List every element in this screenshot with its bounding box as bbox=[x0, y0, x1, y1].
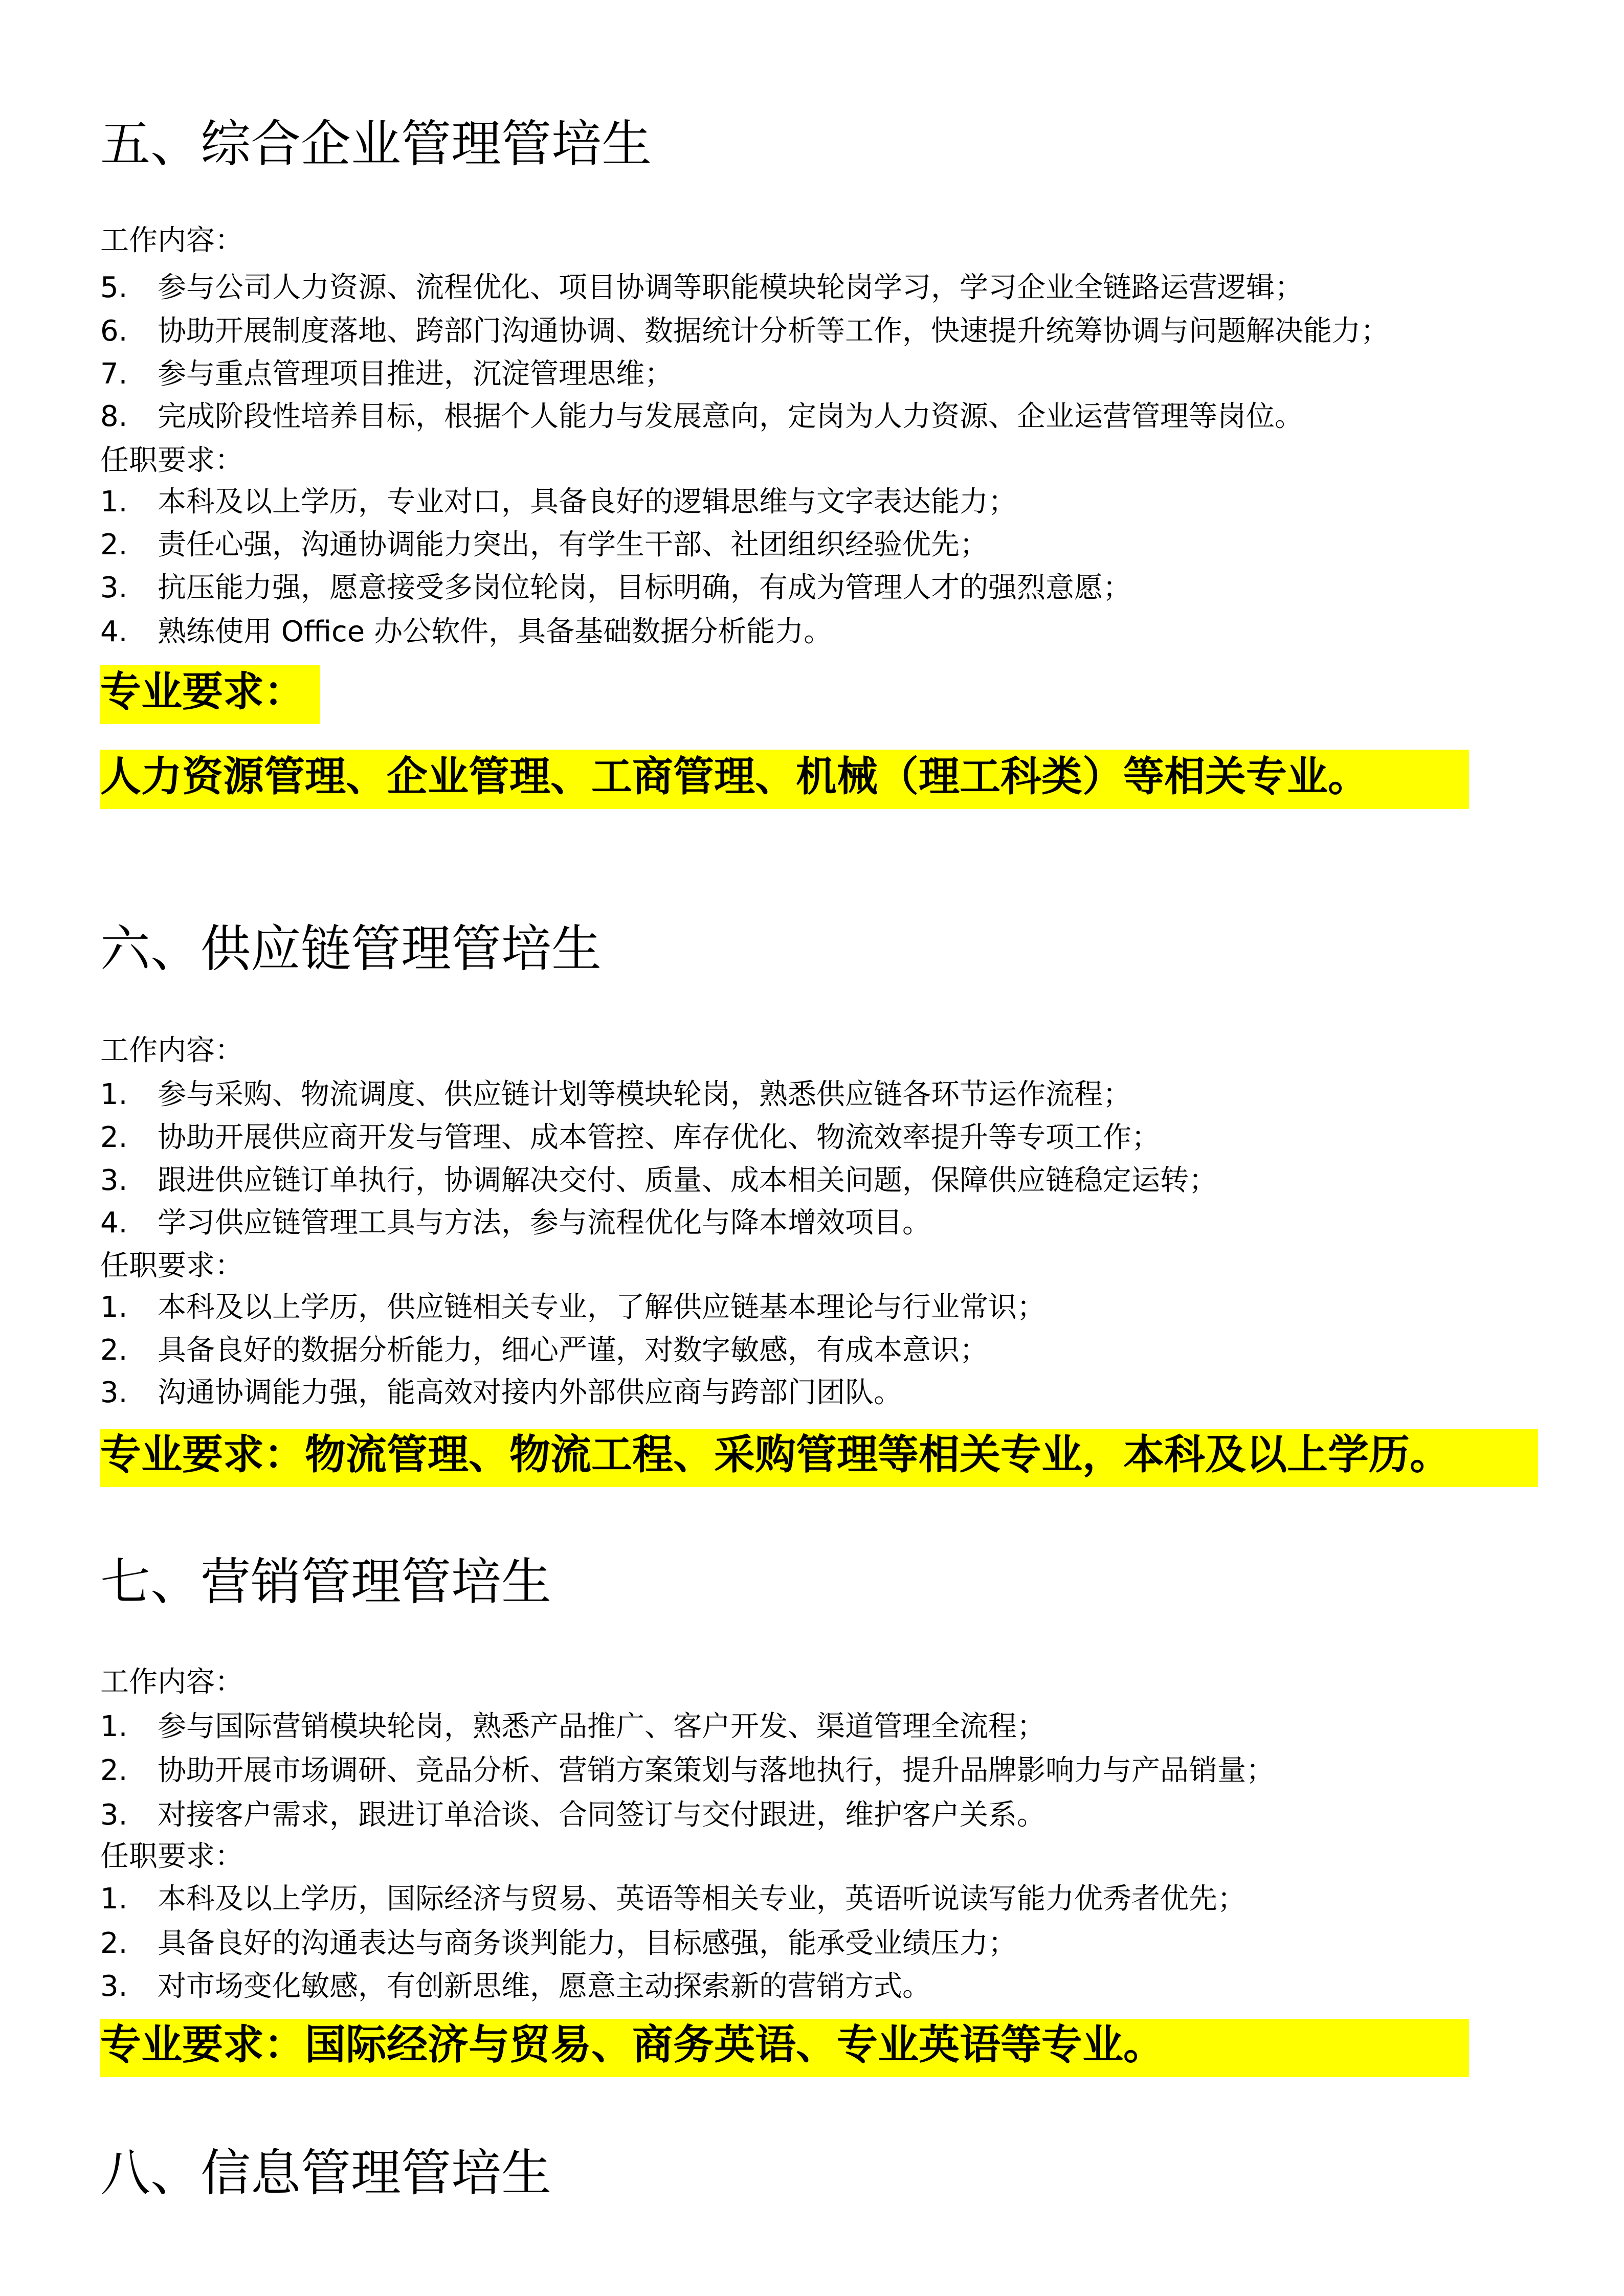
item-text: 抗压能力强，愿意接受多岗位轮岗，目标明确，有成为管理人才的强烈意愿； bbox=[158, 571, 1131, 604]
item-text: 参与国际营销模块轮岗，熟悉产品推广、客户开发、渠道管理全流程； bbox=[158, 1710, 1045, 1743]
item-number: 1. bbox=[100, 1882, 128, 1916]
section-7-major-highlight bbox=[100, 2019, 1469, 2077]
item-number: 4. bbox=[100, 615, 128, 648]
section-6-work-item bbox=[100, 1163, 1217, 1199]
item-text: 沟通协调能力强，能高效对接内外部供应商与跨部门团队。 bbox=[158, 1376, 902, 1409]
section-5-req-item bbox=[100, 570, 1131, 606]
section-7-major-text: 专业要求：国际经济与贸易、商务英语、专业英语等专业。 bbox=[100, 2021, 1164, 2068]
item-text: 协助开展制度落地、跨部门沟通协调、数据统计分析等工作，快速提升统筹协调与问题解决能力； bbox=[158, 314, 1389, 348]
section-7-req-item bbox=[100, 1881, 1246, 1917]
section-5-work-item bbox=[100, 270, 1303, 306]
section-5-req-label: 任职要求： bbox=[100, 444, 243, 477]
section-6-work-item bbox=[100, 1120, 1160, 1156]
item-text: 具备良好的数据分析能力，细心严谨，对数字敏感，有成本意识； bbox=[158, 1334, 988, 1367]
item-number: 6. bbox=[100, 314, 128, 348]
item-number: 1. bbox=[100, 1710, 128, 1743]
section-5-req-item bbox=[100, 614, 832, 650]
section-5-title: 五、综合企业管理管培生 bbox=[100, 115, 652, 173]
item-text: 熟练使用 Office 办公软件，具备基础数据分析能力。 bbox=[158, 615, 833, 648]
section-5-req-item bbox=[100, 484, 1017, 520]
section-6-title: 六、供应链管理管培生 bbox=[100, 920, 602, 978]
section-5-major-highlight bbox=[100, 750, 1469, 809]
item-number: 7. bbox=[100, 357, 128, 391]
section-5-major-label: 专业要求： bbox=[100, 668, 305, 715]
section-7-req-item bbox=[100, 1969, 931, 2005]
item-text: 跟进供应链订单执行，协调解决交付、质量、成本相关问题，保障供应链稳定运转； bbox=[158, 1164, 1217, 1197]
item-number: 3. bbox=[100, 571, 128, 604]
item-number: 3. bbox=[100, 1798, 128, 1832]
section-7-title: 七、营销管理管培生 bbox=[100, 1553, 552, 1611]
section-6-req-label: 任职要求： bbox=[100, 1249, 243, 1282]
item-number: 3. bbox=[100, 1164, 128, 1197]
item-text: 对接客户需求，跟进订单洽谈、合同签订与交付跟进，维护客户关系。 bbox=[158, 1798, 1045, 1832]
section-8-title: 八、信息管理管培生 bbox=[100, 2144, 552, 2202]
section-5-work-item bbox=[100, 356, 673, 392]
section-6-req-item bbox=[100, 1290, 1045, 1325]
section-6-major-highlight bbox=[100, 1429, 1538, 1487]
item-text: 协助开展市场调研、竞品分析、营销方案策划与落地执行，提升品牌影响力与产品销量； bbox=[158, 1754, 1275, 1787]
item-text: 本科及以上学历，专业对口，具备良好的逻辑思维与文字表达能力； bbox=[158, 485, 1017, 519]
section-7-work-label: 工作内容： bbox=[100, 1665, 243, 1699]
item-text: 具备良好的沟通表达与商务谈判能力，目标感强，能承受业绩压力； bbox=[158, 1927, 1017, 1960]
section-5-work-label: 工作内容： bbox=[100, 224, 243, 257]
section-5-work-item bbox=[100, 313, 1389, 349]
section-7-work-item bbox=[100, 1709, 1045, 1745]
section-7-work-item bbox=[100, 1797, 1045, 1833]
item-number: 1. bbox=[100, 485, 128, 519]
item-text: 协助开展供应商开发与管理、成本管控、库存优化、物流效率提升等专项工作； bbox=[158, 1121, 1160, 1154]
section-6-req-item bbox=[100, 1333, 988, 1368]
section-5-work-item bbox=[100, 399, 1303, 435]
item-text: 完成阶段性培养目标，根据个人能力与发展意向，定岗为人力资源、企业运营管理等岗位。 bbox=[158, 400, 1303, 433]
item-number: 1. bbox=[100, 1291, 128, 1324]
item-number: 2. bbox=[100, 528, 128, 561]
item-number: 8. bbox=[100, 400, 128, 433]
section-6-work-item bbox=[100, 1205, 931, 1241]
item-text: 参与重点管理项目推进，沉淀管理思维； bbox=[158, 357, 673, 391]
section-7-work-item bbox=[100, 1753, 1275, 1789]
item-text: 责任心强，沟通协调能力突出，有学生干部、社团组织经验优先； bbox=[158, 528, 988, 561]
section-6-work-label: 工作内容： bbox=[100, 1034, 243, 1067]
item-number: 4. bbox=[100, 1206, 128, 1240]
item-text: 本科及以上学历，国际经济与贸易、英语等相关专业，英语听说读写能力优秀者优先； bbox=[158, 1882, 1246, 1916]
item-text: 本科及以上学历，供应链相关专业，了解供应链基本理论与行业常识； bbox=[158, 1291, 1045, 1324]
item-text: 学习供应链管理工具与方法，参与流程优化与降本增效项目。 bbox=[158, 1206, 931, 1240]
item-number: 2. bbox=[100, 1334, 128, 1367]
item-number: 3. bbox=[100, 1376, 128, 1409]
item-text: 参与采购、物流调度、供应链计划等模块轮岗，熟悉供应链各环节运作流程； bbox=[158, 1078, 1131, 1111]
section-7-req-item bbox=[100, 1926, 1017, 1962]
section-5-major-label-highlight bbox=[100, 665, 320, 724]
item-number: 3. bbox=[100, 1970, 128, 2003]
item-number: 2. bbox=[100, 1927, 128, 1960]
section-5-req-item bbox=[100, 527, 988, 563]
section-5-major-text: 人力资源管理、企业管理、工商管理、机械（理工科类）等相关专业。 bbox=[100, 753, 1369, 800]
item-text: 对市场变化敏感，有创新思维，愿意主动探索新的营销方式。 bbox=[158, 1970, 931, 2003]
item-number: 2. bbox=[100, 1754, 128, 1787]
section-6-major-text: 专业要求：物流管理、物流工程、采购管理等相关专业，本科及以上学历。 bbox=[100, 1431, 1451, 1478]
item-text: 参与公司人力资源、流程优化、项目协调等职能模块轮岗学习，学习企业全链路运营逻辑； bbox=[158, 271, 1303, 304]
item-number: 5. bbox=[100, 271, 128, 304]
item-number: 1. bbox=[100, 1078, 128, 1111]
section-6-work-item bbox=[100, 1077, 1131, 1113]
section-7-req-label: 任职要求： bbox=[100, 1840, 243, 1873]
item-number: 2. bbox=[100, 1121, 128, 1154]
section-6-req-item bbox=[100, 1375, 902, 1411]
